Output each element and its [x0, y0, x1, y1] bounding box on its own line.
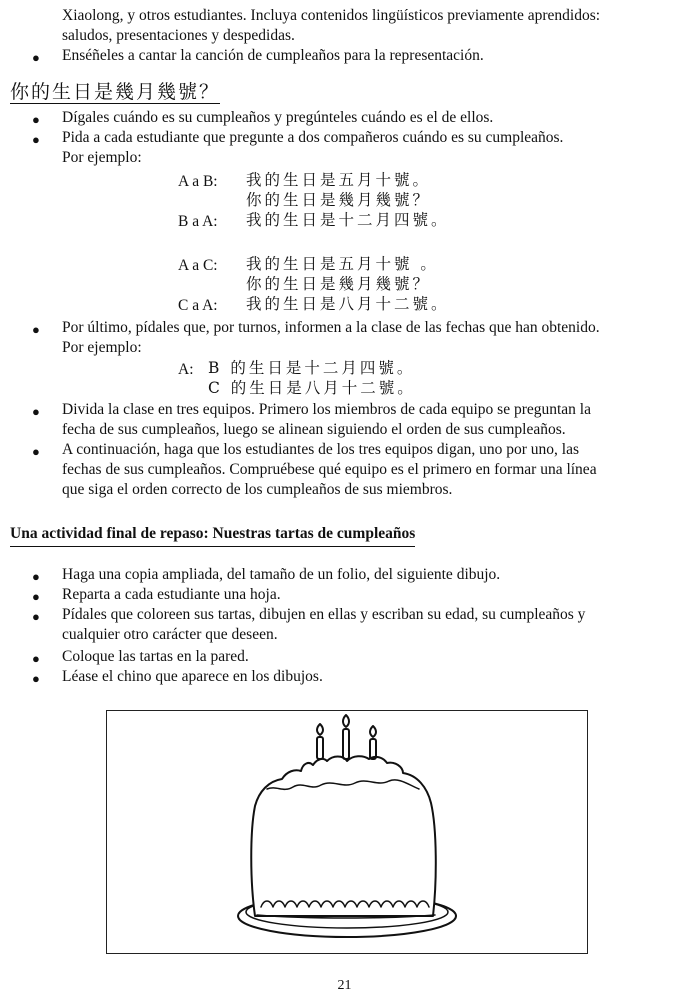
dialog-line: B 的生日是十二月四號。	[208, 359, 416, 377]
bullet-marker: ●	[32, 569, 40, 584]
example-label: Por ejemplo:	[62, 149, 142, 166]
candle-flame	[317, 724, 323, 735]
bullet-sing-song: Enséñeles a cantar la canción de cumpleaños para la representación.	[62, 47, 484, 64]
cake-drawing-frame	[106, 710, 588, 954]
intro-line-2: saludos, presentaciones y despedidas.	[62, 27, 295, 44]
bullet-tell-birthday: Dígales cuándo es su cumpleaños y pregúnteles cuándo es el de ellos.	[62, 109, 494, 126]
candle-group	[317, 715, 376, 759]
bullet-teams-line-1: Divida la clase en tres equipos. Primero los miembros de cada equipo se preguntan la	[62, 401, 591, 418]
candle-flame	[370, 726, 376, 737]
dialog-speaker-label: A a B:	[178, 173, 218, 190]
dialog-speaker-label: B a A:	[178, 213, 218, 230]
dialog-line: 我的生日是十二月四號。	[246, 211, 450, 229]
example-label: Por ejemplo:	[62, 339, 142, 356]
bullet-marker: ●	[32, 404, 40, 419]
bullet-ask-two-classmates: Pida a cada estudiante que pregunte a dos compañeros cuándo es su cumpleaños.	[62, 129, 564, 146]
bullet-hand-out: Reparta a cada estudiante una hoja.	[62, 586, 281, 603]
bullet-color-cakes-line-1: Pídales que coloreen sus tartas, dibujen en ellas y escriban su edad, su cumpleaños y	[62, 606, 586, 623]
bullet-wall: Coloque las tartas en la pared.	[62, 648, 249, 665]
bullet-marker: ●	[32, 589, 40, 604]
bullet-teams-line-2: fecha de sus cumpleaños, luego se alinean siguiendo el orden de sus cumpleaños.	[62, 421, 566, 438]
bullet-enlarge-copy: Haga una copia ampliada, del tamaño de un folio, del siguiente dibujo.	[62, 566, 501, 583]
cake-body	[251, 756, 436, 916]
candle-flame	[343, 715, 349, 727]
bullet-marker: ●	[32, 132, 40, 147]
dialog-speaker-label: A:	[178, 361, 194, 378]
candle	[317, 737, 323, 759]
bullet-report-dates: Por último, pídales que, por turnos, informen a la clase de las fechas que han obtenido.	[62, 319, 600, 336]
dialog-speaker-label: A a C:	[178, 257, 218, 274]
bullet-marker: ●	[32, 322, 40, 337]
bullet-marker: ●	[32, 112, 40, 127]
bullet-order-line-3: que siga el orden correcto de los cumpleaños de sus miembros.	[62, 481, 453, 498]
dialog-line: 我的生日是五月十號。	[246, 171, 432, 189]
candle	[343, 729, 349, 759]
dialog-line: 我的生日是五月十號 。	[246, 255, 439, 273]
bullet-order-line-1: A continuación, haga que los estudiantes de los tres equipos digan, uno por uno, las	[62, 441, 580, 458]
bullet-order-line-2: fechas de sus cumpleaños. Compruébese qué equipo es el primero en formar una línea	[62, 461, 597, 478]
bullet-marker: ●	[32, 671, 40, 686]
page-number: 21	[337, 978, 352, 993]
bullet-marker: ●	[32, 444, 40, 459]
dialog-line: 我的生日是八月十二號。	[246, 295, 450, 313]
bullet-marker: ●	[32, 651, 40, 666]
bullet-color-cakes-line-2: cualquier otro carácter que deseen.	[62, 626, 278, 643]
intro-line-1: Xiaolong, y otros estudiantes. Incluya contenidos lingüísticos previamente aprendidos:	[62, 7, 601, 24]
section-heading-chinese: 你的生日是幾月幾號？	[10, 81, 221, 103]
dialog-speaker-label: C a A:	[178, 297, 218, 314]
dialog-line: C 的生日是八月十二號。	[208, 379, 416, 397]
bullet-marker: ●	[32, 609, 40, 624]
birthday-cake-illustration	[107, 711, 587, 953]
bullet-marker: ●	[32, 50, 40, 65]
candle	[370, 739, 376, 759]
dialog-line: 你的生日是幾月幾號？	[246, 275, 432, 293]
bullet-read-chinese: Léase el chino que aparece en los dibujos.	[62, 668, 323, 685]
dialog-line: 你的生日是幾月幾號？	[246, 191, 432, 209]
section-heading-review: Una actividad final de repaso: Nuestras tartas de cumpleaños	[10, 524, 415, 547]
